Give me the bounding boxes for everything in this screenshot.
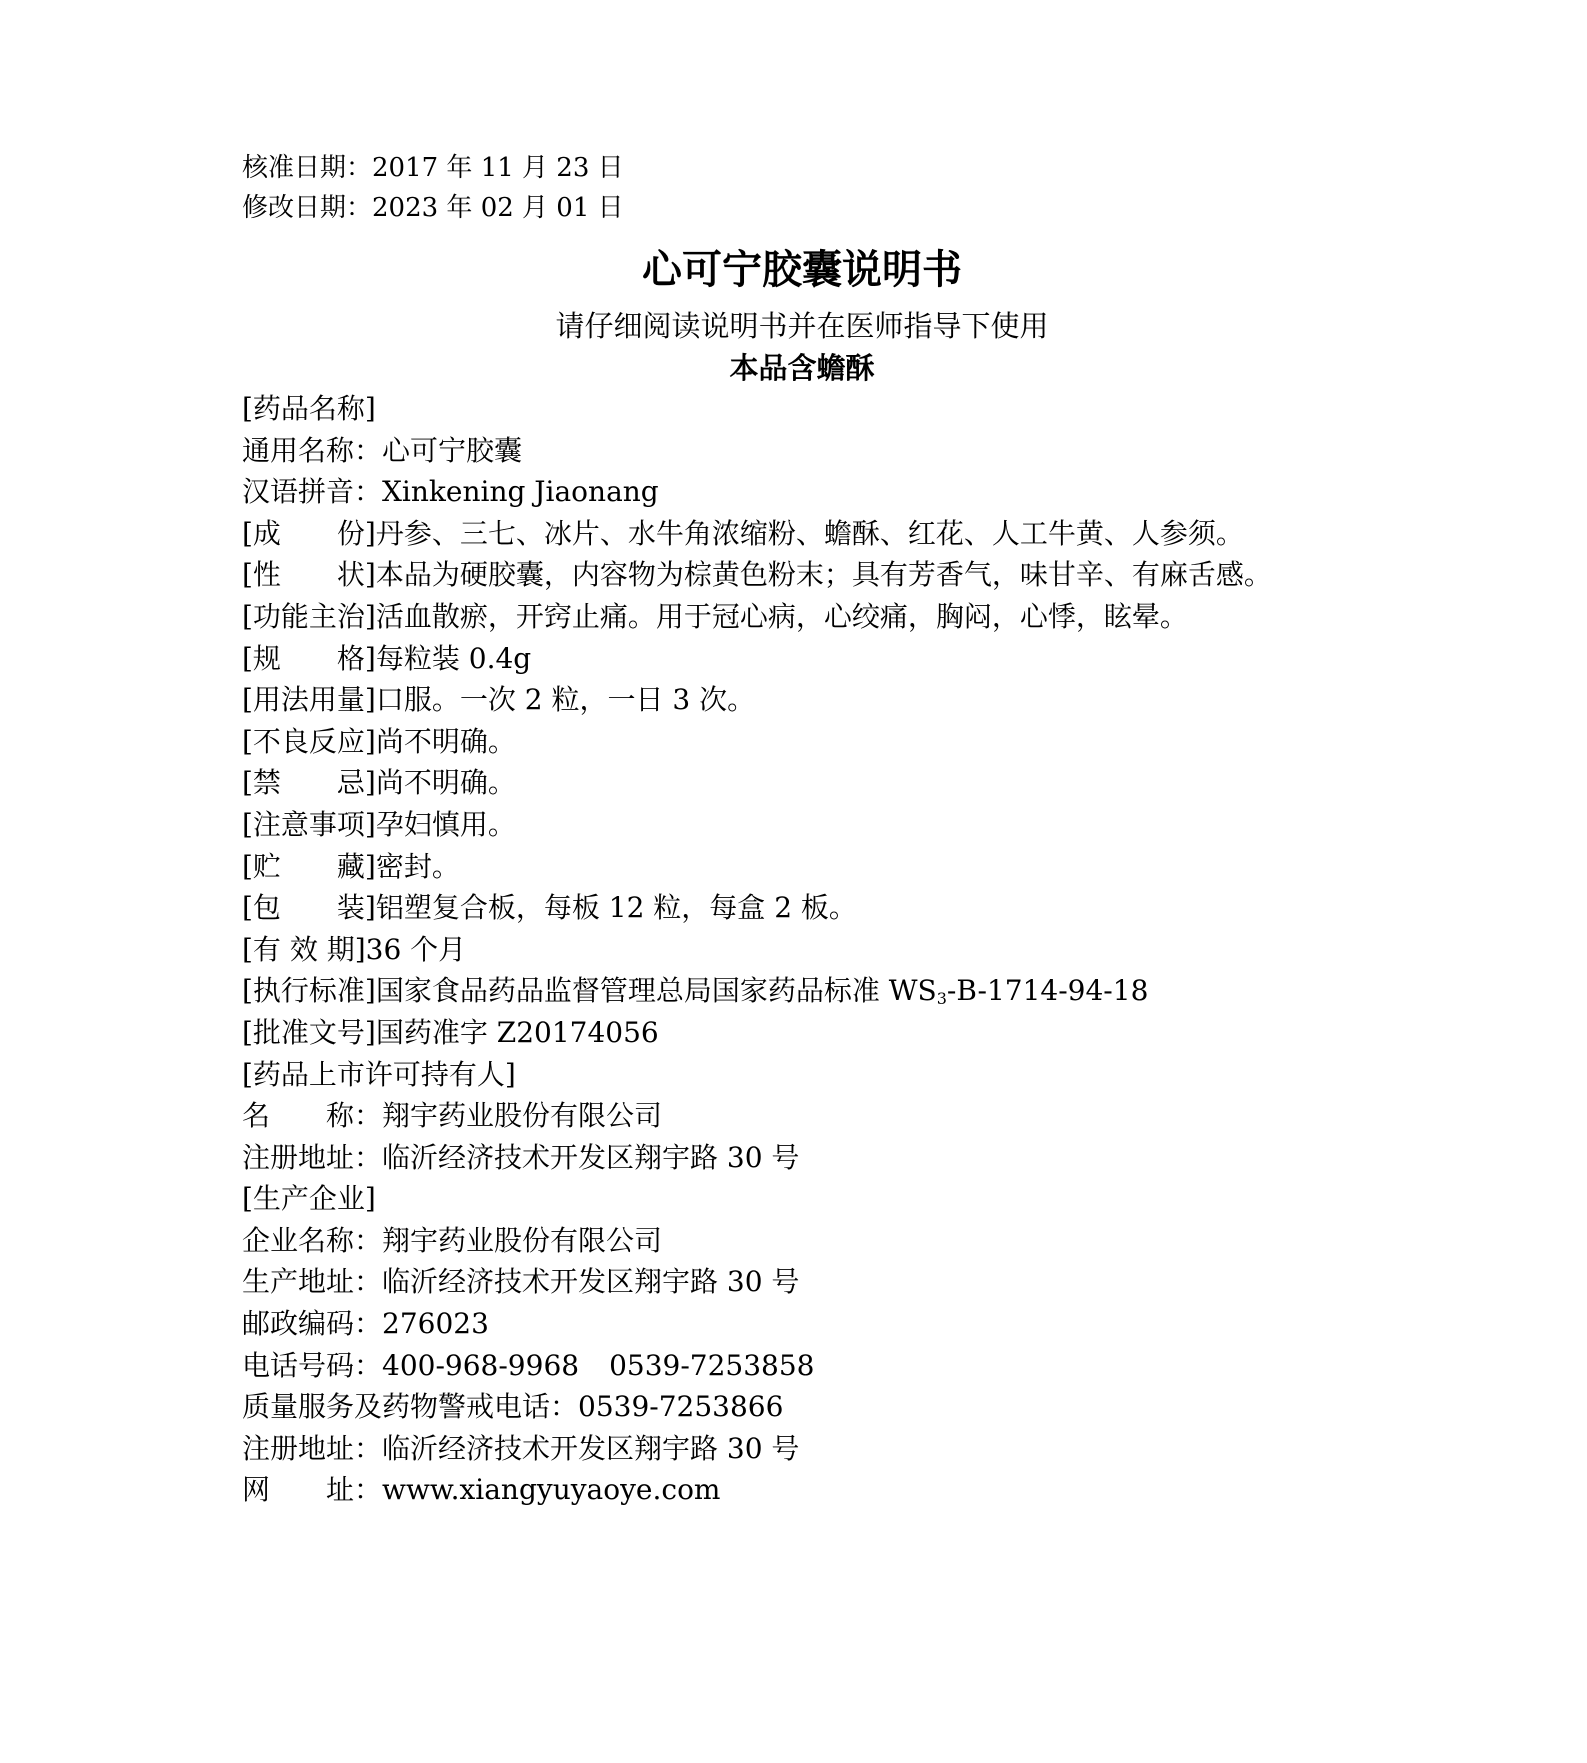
quality-phone: 质量服务及药物警戒电话：0539-7253866 — [242, 1390, 784, 1424]
validity-label: [有 效 期] — [242, 932, 366, 966]
approval-number-row — [242, 1012, 1362, 1054]
contraindications-label: [禁 忌] — [242, 766, 376, 800]
storage-label: [贮 藏] — [242, 849, 376, 883]
phone-secondary: 0539-7253858 — [609, 1348, 815, 1382]
indications-label: [功能主治] — [242, 599, 376, 633]
package-value: 铝塑复合板，每板 12 粒，每盒 2 板。 — [375, 891, 857, 925]
specification-label: [规 格] — [242, 641, 376, 675]
manufacturer-header: [生产企业] — [242, 1182, 376, 1216]
package-label: [包 装] — [242, 891, 376, 925]
manufacturer-name: 企业名称：翔宇药业股份有限公司 — [242, 1223, 663, 1257]
phone-primary: 电话号码：400-968-9968 — [242, 1348, 580, 1382]
indications-value: 活血散瘀，开窍止痛。用于冠心病，心绞痛，胸闷，心悸，眩晕。 — [375, 599, 1188, 633]
adverse-reactions-value: 尚不明确。 — [375, 724, 516, 758]
ingredients-value: 丹参、三七、冰片、水牛角浓缩粉、蟾酥、红花、人工牛黄、人参须。 — [375, 516, 1244, 550]
approval-number-value: 国药准字 Z20174056 — [375, 1015, 659, 1049]
package-row — [242, 887, 1362, 929]
registered-address: 注册地址：临沂经济技术开发区翔宇路 30 号 — [242, 1431, 800, 1465]
precautions-row — [242, 804, 1362, 846]
indications-row — [242, 596, 1362, 638]
ingredients-label: [成 份] — [242, 516, 376, 550]
standard-value-suffix: -B-1714-94-18 — [946, 974, 1149, 1008]
leaflet-document — [242, 148, 1362, 1511]
standard-label: [执行标准] — [242, 974, 376, 1008]
standard-value-subscript: 3 — [936, 989, 947, 1009]
description-value: 本品为硬胶囊，内容物为棕黄色粉末；具有芳香气，味甘辛、有麻舌感。 — [375, 558, 1272, 592]
standard-row — [242, 970, 1362, 1012]
specification-value: 每粒装 0.4g — [375, 641, 532, 675]
document-title: 心可宁胶囊说明书 — [642, 246, 962, 293]
generic-name: 通用名称：心可宁胶囊 — [242, 433, 523, 467]
postal-code: 邮政编码：276023 — [242, 1307, 489, 1341]
contraindications-row — [242, 762, 1362, 804]
contraindications-value: 尚不明确。 — [375, 766, 516, 800]
description-label: [性 状] — [242, 558, 376, 592]
validity-row — [242, 929, 1362, 971]
document-subtitle: 请仔细阅读说明书并在医师指导下使用 — [555, 309, 1049, 343]
approval-number-label: [批准文号] — [242, 1015, 376, 1049]
website: 网 址：www.xiangyuyaoye.com — [242, 1473, 721, 1507]
revision-date: 修改日期：2023 年 02 月 01 日 — [242, 193, 624, 223]
storage-row — [242, 846, 1362, 888]
dosage-label: [用法用量] — [242, 683, 376, 717]
drug-name-header: [药品名称] — [242, 392, 376, 425]
precautions-label: [注意事项] — [242, 807, 376, 841]
validity-value: 36 个月 — [365, 932, 467, 966]
warning-notice: 本品含蟾酥 — [729, 351, 875, 385]
standard-value-prefix: 国家食品药品监督管理总局国家药品标准 WS — [375, 974, 937, 1008]
approval-date: 核准日期：2017 年 11 月 23 日 — [242, 153, 624, 183]
ingredients-row — [242, 513, 1362, 555]
holder-name: 名 称：翔宇药业股份有限公司 — [242, 1099, 663, 1133]
dosage-row — [242, 679, 1362, 721]
pinyin-name: 汉语拼音：Xinkening Jiaonang — [242, 475, 659, 509]
adverse-reactions-label: [不良反应] — [242, 724, 376, 758]
dosage-value: 口服。一次 2 粒，一日 3 次。 — [375, 683, 756, 717]
precautions-value: 孕妇慎用。 — [375, 807, 516, 841]
manufacturer-address: 生产地址：临沂经济技术开发区翔宇路 30 号 — [242, 1265, 800, 1299]
storage-value: 密封。 — [375, 849, 460, 883]
holder-header: [药品上市许可持有人] — [242, 1057, 516, 1091]
holder-address: 注册地址：临沂经济技术开发区翔宇路 30 号 — [242, 1140, 800, 1174]
description-row — [242, 554, 1362, 596]
phone-row — [242, 1345, 1362, 1387]
specification-row — [242, 638, 1362, 680]
adverse-reactions-row — [242, 721, 1362, 763]
